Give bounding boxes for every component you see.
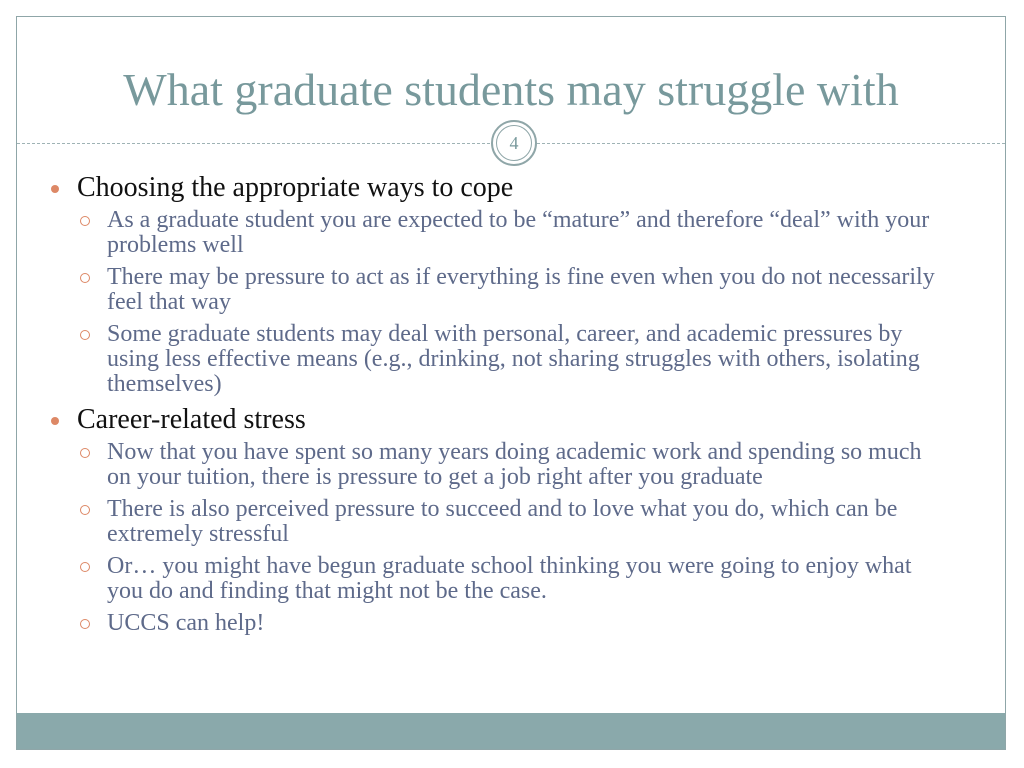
sub-bullet — [49, 497, 949, 547]
sub-bullet — [49, 611, 949, 636]
hollow-circle-bullet-icon — [80, 330, 90, 340]
hollow-circle-bullet-icon — [80, 216, 90, 226]
footer-bar — [17, 713, 1005, 749]
bullet-heading — [49, 404, 949, 436]
sub-bullet-text: Now that you have spent so many years doing academic work and spending so much on your tuition, there is pressure to get a job right after you graduate — [107, 439, 922, 490]
hollow-circle-bullet-icon — [80, 505, 90, 515]
filled-circle-bullet-icon — [51, 417, 59, 425]
sub-bullet — [49, 208, 949, 258]
sub-bullet-text: UCCS can help! — [107, 610, 265, 636]
sub-bullet-text: As a graduate student you are expected to be “mature” and therefore “deal” with your problems well — [107, 207, 930, 258]
sub-bullet — [49, 554, 949, 604]
bullet-heading — [49, 172, 949, 204]
filled-circle-bullet-icon — [51, 185, 59, 193]
slide-content — [49, 172, 949, 643]
slide-title: What graduate students may struggle with — [123, 64, 899, 115]
hollow-circle-bullet-icon — [80, 273, 90, 283]
sub-bullet — [49, 322, 949, 397]
sub-bullet — [49, 265, 949, 315]
bullet-heading-text: Choosing the appropriate ways to cope — [77, 172, 514, 203]
hollow-circle-bullet-icon — [80, 448, 90, 458]
page-number: 4 — [496, 125, 532, 161]
hollow-circle-bullet-icon — [80, 562, 90, 572]
slide — [16, 16, 1006, 750]
sub-bullet-text: There is also perceived pressure to succeed and to love what you do, which can be extremely stressful — [107, 496, 898, 547]
page-number-badge — [491, 120, 537, 166]
sub-bullet-text: Some graduate students may deal with personal, career, and academic pressures by using less effective means (e.g., drinking, not sharing struggles with others, isolating themselves) — [107, 321, 920, 397]
sub-bullet-text: Or… you might have begun graduate school thinking you were going to enjoy what you do and finding that might not be the case. — [107, 553, 912, 604]
bullet-heading-text: Career-related stress — [77, 404, 306, 435]
sub-bullet — [49, 440, 949, 490]
sub-bullet-text: There may be pressure to act as if everything is fine even when you do not necessarily feel that way — [107, 264, 935, 315]
hollow-circle-bullet-icon — [80, 619, 90, 629]
